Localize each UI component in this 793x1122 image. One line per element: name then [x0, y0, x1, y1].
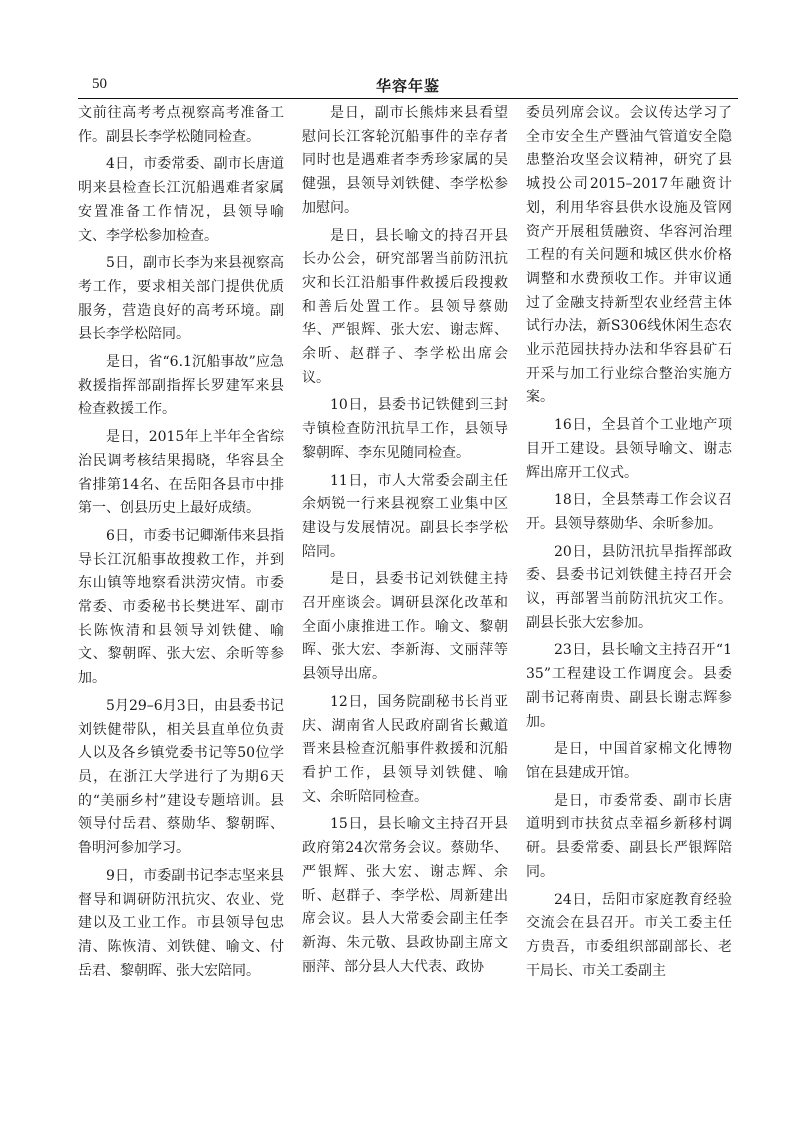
- page-number: 50: [92, 76, 107, 92]
- paragraph: 4日，市委常委、副市长唐道明来县检查长江沉船遇难者家属安置准备工作情况，县领导喻文、李学松参加检查。: [78, 156, 284, 244]
- paragraph: 是日，副市长熊炜来县看望慰问长江客轮沉船事件的幸存者同时也是遇难者李秀珍家属的吴健强，县领导刘铁健、李学松参加慰问。: [302, 105, 508, 216]
- paragraph: 10日，县委书记铁健到三封寺镇检查防汛抗旱工作，县领导黎朝晖、李东见随同检查。: [302, 397, 508, 461]
- text-column-2: [302, 102, 508, 983]
- running-title: 华容年鉴: [375, 77, 440, 95]
- paragraph: 9日，市委副书记李志坚来县督导和调研防汛抗灾、农业、党建以及工业工作。市县领导包忠清、陈恢清、刘铁健、喻文、付岳君、黎朝晖、张大宏陪同。: [78, 867, 284, 979]
- page-header: [78, 76, 738, 98]
- paragraph: 是日，中国首家棉文化博物馆在县建成开馆。: [526, 741, 732, 781]
- paragraph: 是日，市委常委、副市长唐道明到市扶贫点幸福乡新移村调研。县委常委、副县长严银辉陪同。: [526, 792, 732, 880]
- paragraph: 20日，县防汛抗旱指挥部政委、县委书记刘铁健主持召开会议，再部署当前防汛抗灾工作。副县长张大宏参加。: [526, 543, 732, 631]
- paragraph: 12日，国务院副秘书长肖亚庆、湖南省人民政府副省长戴道晋来县检查沉船事件救援和沉船看护工作，县领导刘铁健、喻文、余昕陪同检查。: [302, 693, 508, 805]
- text-column-3: [526, 102, 732, 987]
- paragraph: 15日，县长喻文主持召开县政府第24次常务会议。蔡勋华、严银辉、张大宏、谢志辉、余昕、赵群子、李学松、周新建出席会议。县人大常委会副主任李新海、朱元敬、县政协副主席文丽萍、部分县人大代表、政协: [302, 816, 508, 975]
- paragraph: 23日，县长喻文主持召开“135”工程建设工作调度会。县委副书记蒋南贵、副县长谢志辉参加。: [526, 642, 732, 730]
- paragraph: 委员列席会议。会议传达学习了全市安全生产暨油气管道安全隐患整治攻坚会议精神，研究了县城投公司2015–2017年融资计划，利用华容县供水设施及管网资产开展租赁融资、华容河治理工程的有关问题和城区供水价格调整和水费预收工作。并审议通过了金融支持新型农业经营主体试行办法，新S306线休闲生态农业示范园扶持办法和华容县矿石开采与加工行业综合整治实施方案。: [526, 105, 732, 406]
- paragraph: 5日，副市长李为来县视察高考工作，要求相关部门提供优质服务，营造良好的高考环境。副县长李学松陪同。: [78, 255, 284, 343]
- paragraph: 24日，岳阳市家庭教育经验交流会在县召开。市关工委主任方贵吾，市委组织部副部长、老干局长、市关工委副主: [526, 891, 732, 979]
- paragraph: 6日，市委书记卿渐伟来县指导长江沉船事故搜救工作，并到东山镇等地察看洪涝灾情。市委常委、市委秘书长樊进军、副市长陈恢清和县领导刘铁健、喻文、黎朝晖、张大宏、余昕等参加。: [78, 527, 284, 687]
- header-rule: [78, 98, 738, 99]
- text-column-1: [78, 102, 284, 987]
- paragraph: 是日，省“6.1沉船事故”应急救援指挥部副指挥长罗建军来县检查救援工作。: [78, 354, 284, 418]
- paragraph: 是日，县长喻文的持召开县长办公会，研究部署当前防汛抗灾和长江沿船事件救援后段搜救和善后处置工作。县领导蔡勋华、严银辉、张大宏、谢志辉、余昕、赵群子、李学松出席会议。: [302, 227, 508, 386]
- paragraph: 11日，市人大常委会副主任余炳锐一行来县视察工业集中区建设与发展情况。副县长李学松陪同。: [302, 472, 508, 560]
- paragraph: 18日，全县禁毒工作会议召开。县领导蔡勋华、余昕参加。: [526, 492, 732, 532]
- paragraph: 文前往高考考点视察高考准备工作。副县长李学松随同检查。: [78, 105, 284, 145]
- paragraph: 是日，2015年上半年全省综治民调考核结果揭晓，华容县全省排第14名、在岳阳各县市中排第一、创县历史上最好成绩。: [78, 429, 284, 517]
- paragraph: 5月29–6月3日，由县委书记刘铁健带队，相关县直单位负责人以及各乡镇党委书记等50位学员，在浙江大学进行了为期6天的“美丽乡村”建设专题培训。县领导付岳君、蔡勋华、黎朝晖、鲁明河参加学习。: [78, 697, 284, 857]
- paragraph: 16日，全县首个工业地产项目开工建设。县领导喻文、谢志辉出席开工仪式。: [526, 417, 732, 481]
- paragraph: 是日，县委书记刘铁健主持召开座谈会。调研县深化改革和全面小康推进工作。喻文、黎朝晖、张大宏、李新海、文丽萍等县领导出席。: [302, 571, 508, 683]
